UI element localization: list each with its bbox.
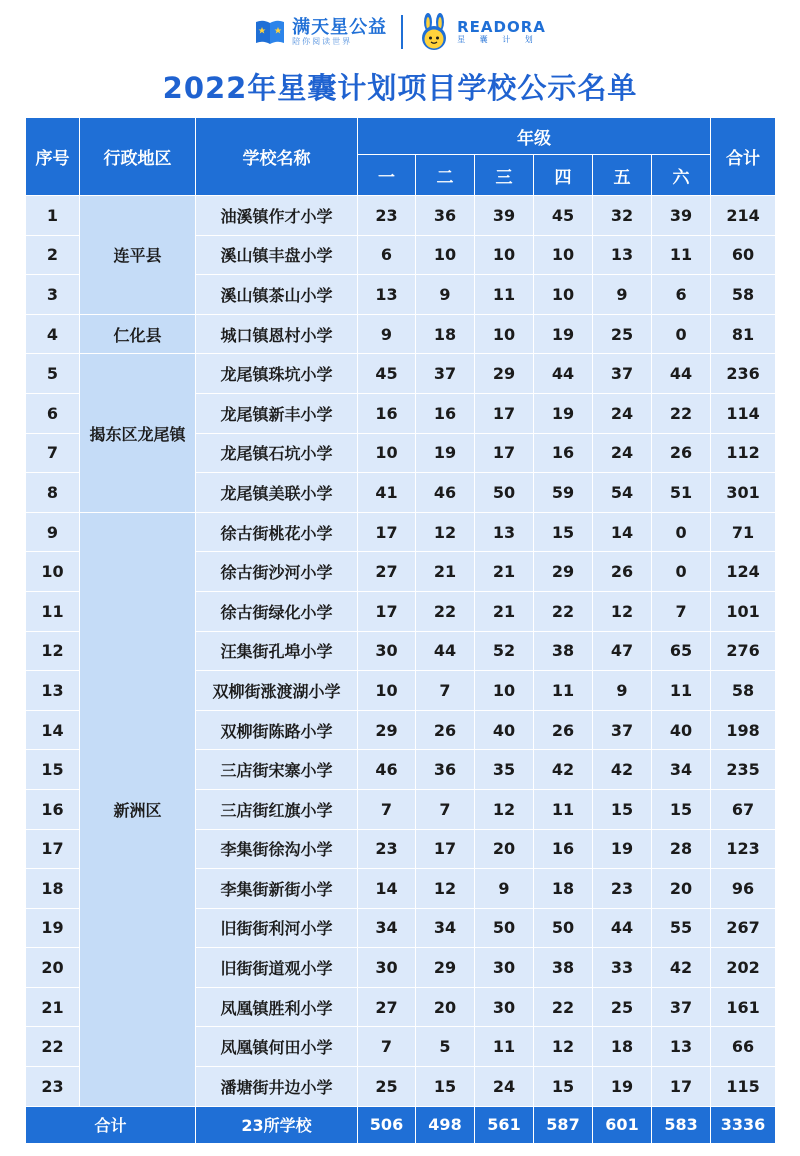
grade-2-count: 44 <box>416 631 475 671</box>
grade-5-count: 37 <box>593 710 652 750</box>
grade-1-count: 10 <box>358 433 416 473</box>
grade-5-count: 33 <box>593 948 652 988</box>
grade-5-count: 47 <box>593 631 652 671</box>
grade-3-count: 24 <box>475 1067 534 1107</box>
region-cell: 揭东区龙尾镇 <box>80 354 196 512</box>
grade-5-count: 19 <box>593 829 652 869</box>
school-name-text: 旧街街利河小学 <box>220 919 333 939</box>
grade-4-count: 22 <box>534 591 593 631</box>
school-name <box>196 235 358 275</box>
grade-6-count: 65 <box>652 631 711 671</box>
grade-2-count: 34 <box>416 908 475 948</box>
school-name <box>196 275 358 315</box>
grade-2-count: 12 <box>416 512 475 552</box>
grade-6-count: 39 <box>652 196 711 236</box>
grade-5-count: 32 <box>593 196 652 236</box>
school-name-text: 龙尾镇新丰小学 <box>220 404 333 424</box>
grade-4-count: 16 <box>534 433 593 473</box>
grade-2-count: 29 <box>416 948 475 988</box>
school-name-text: 双柳街涨渡湖小学 <box>212 681 341 701</box>
grade-1-count: 9 <box>358 314 416 354</box>
grade-3-count: 52 <box>475 631 534 671</box>
school-name <box>196 1027 358 1067</box>
school-name <box>196 710 358 750</box>
grade-4-count: 16 <box>534 829 593 869</box>
row-total: 114 <box>711 393 776 433</box>
row-seq: 8 <box>26 473 80 513</box>
grade-6-count: 0 <box>652 512 711 552</box>
grade-6-count: 0 <box>652 314 711 354</box>
grade-3-count: 29 <box>475 354 534 394</box>
left-logo-name: 满天星公益 <box>292 16 388 38</box>
mantianxing-logo <box>254 18 387 47</box>
school-name-text: 凤凰镇胜利小学 <box>220 998 333 1018</box>
school-name <box>196 1067 358 1107</box>
grade-3-count: 9 <box>475 869 534 909</box>
rabbit-mascot-icon <box>417 13 451 51</box>
header-grade-1: 一 <box>358 155 416 196</box>
header-grade-6: 六 <box>652 155 711 196</box>
row-total: 101 <box>711 591 776 631</box>
grade-3-count: 10 <box>475 671 534 711</box>
grade-2-count: 16 <box>416 393 475 433</box>
page-title: 2022年星囊计划项目学校公示名单 <box>162 71 638 105</box>
school-name-text: 油溪镇作才小学 <box>220 206 333 226</box>
school-name <box>196 354 358 394</box>
grade-3-count: 10 <box>475 314 534 354</box>
grade-2-count: 17 <box>416 829 475 869</box>
row-total: 202 <box>711 948 776 988</box>
readora-logo <box>417 13 546 51</box>
grade-4-count: 45 <box>534 196 593 236</box>
grade-3-count: 30 <box>475 987 534 1027</box>
school-name-text: 三店街红旗小学 <box>220 800 333 820</box>
grade-2-count: 37 <box>416 354 475 394</box>
school-name-text: 潘塘街井边小学 <box>220 1077 333 1097</box>
grade-2-count: 20 <box>416 987 475 1027</box>
grade-1-count: 27 <box>358 552 416 592</box>
grade-5-count: 23 <box>593 869 652 909</box>
grade-1-count: 17 <box>358 591 416 631</box>
grade-6-count: 0 <box>652 552 711 592</box>
grade-2-count: 7 <box>416 671 475 711</box>
table-row <box>26 196 776 236</box>
grade-3-count: 20 <box>475 829 534 869</box>
grade-3-count: 39 <box>475 196 534 236</box>
footer-grade-2: 498 <box>416 1106 475 1143</box>
grade-3-count: 21 <box>475 591 534 631</box>
grade-1-count: 13 <box>358 275 416 315</box>
grade-5-count: 18 <box>593 1027 652 1067</box>
row-seq: 12 <box>26 631 80 671</box>
grade-5-count: 12 <box>593 591 652 631</box>
grade-4-count: 15 <box>534 512 593 552</box>
grade-1-count: 7 <box>358 789 416 829</box>
school-name <box>196 869 358 909</box>
row-seq: 7 <box>26 433 80 473</box>
row-seq: 3 <box>26 275 80 315</box>
region-cell: 新洲区 <box>80 512 196 1106</box>
footer-grand-total: 3336 <box>711 1106 776 1143</box>
school-name <box>196 552 358 592</box>
header-grade-2: 二 <box>416 155 475 196</box>
header-grade-group: 年级 <box>358 118 711 155</box>
header-grade-4: 四 <box>534 155 593 196</box>
grade-4-count: 38 <box>534 631 593 671</box>
grade-4-count: 19 <box>534 314 593 354</box>
row-seq: 14 <box>26 710 80 750</box>
grade-5-count: 25 <box>593 987 652 1027</box>
school-name <box>196 948 358 988</box>
grade-6-count: 55 <box>652 908 711 948</box>
grade-3-count: 17 <box>475 433 534 473</box>
table-row <box>26 314 776 354</box>
row-seq: 22 <box>26 1027 80 1067</box>
footer-grade-4: 587 <box>534 1106 593 1143</box>
grade-6-count: 11 <box>652 671 711 711</box>
grade-5-count: 19 <box>593 1067 652 1107</box>
grade-1-count: 6 <box>358 235 416 275</box>
school-name <box>196 750 358 790</box>
row-total: 112 <box>711 433 776 473</box>
row-seq: 21 <box>26 987 80 1027</box>
footer-grade-3: 561 <box>475 1106 534 1143</box>
footer-label: 合计 <box>26 1106 196 1143</box>
grade-6-count: 42 <box>652 948 711 988</box>
grade-4-count: 26 <box>534 710 593 750</box>
region-cell: 仁化县 <box>80 314 196 354</box>
grade-2-count: 22 <box>416 591 475 631</box>
row-total: 124 <box>711 552 776 592</box>
grade-6-count: 22 <box>652 393 711 433</box>
row-seq: 9 <box>26 512 80 552</box>
grade-2-count: 46 <box>416 473 475 513</box>
grade-6-count: 15 <box>652 789 711 829</box>
grade-2-count: 36 <box>416 196 475 236</box>
row-seq: 15 <box>26 750 80 790</box>
grade-1-count: 45 <box>358 354 416 394</box>
grade-4-count: 19 <box>534 393 593 433</box>
header-seq: 序号 <box>26 118 80 196</box>
grade-3-count: 40 <box>475 710 534 750</box>
row-total: 301 <box>711 473 776 513</box>
grade-1-count: 25 <box>358 1067 416 1107</box>
school-name <box>196 314 358 354</box>
grade-5-count: 9 <box>593 275 652 315</box>
grade-4-count: 18 <box>534 869 593 909</box>
school-name <box>196 631 358 671</box>
grade-5-count: 37 <box>593 354 652 394</box>
school-name <box>196 196 358 236</box>
header-logos <box>0 12 800 52</box>
school-name <box>196 433 358 473</box>
grade-1-count: 7 <box>358 1027 416 1067</box>
row-seq: 2 <box>26 235 80 275</box>
row-total: 276 <box>711 631 776 671</box>
row-seq: 19 <box>26 908 80 948</box>
grade-6-count: 37 <box>652 987 711 1027</box>
school-name-text: 旧街街道观小学 <box>220 959 333 979</box>
footer-school-count: 23所学校 <box>196 1106 358 1143</box>
grade-2-count: 18 <box>416 314 475 354</box>
row-seq: 17 <box>26 829 80 869</box>
grade-2-count: 9 <box>416 275 475 315</box>
logo-divider <box>401 15 403 49</box>
grade-3-count: 10 <box>475 235 534 275</box>
grade-6-count: 11 <box>652 235 711 275</box>
row-total: 235 <box>711 750 776 790</box>
school-name-text: 溪山镇丰盘小学 <box>220 246 333 266</box>
row-total: 71 <box>711 512 776 552</box>
row-seq: 6 <box>26 393 80 433</box>
row-seq: 1 <box>26 196 80 236</box>
row-seq: 10 <box>26 552 80 592</box>
grade-6-count: 34 <box>652 750 711 790</box>
grade-1-count: 14 <box>358 869 416 909</box>
school-name-text: 汪集街孔埠小学 <box>220 642 333 662</box>
row-total: 58 <box>711 275 776 315</box>
grade-3-count: 30 <box>475 948 534 988</box>
row-total: 60 <box>711 235 776 275</box>
grade-6-count: 40 <box>652 710 711 750</box>
grade-6-count: 28 <box>652 829 711 869</box>
row-seq: 16 <box>26 789 80 829</box>
grade-2-count: 36 <box>416 750 475 790</box>
grade-2-count: 7 <box>416 789 475 829</box>
grade-4-count: 22 <box>534 987 593 1027</box>
grade-2-count: 10 <box>416 235 475 275</box>
row-total: 214 <box>711 196 776 236</box>
grade-4-count: 10 <box>534 275 593 315</box>
grade-2-count: 26 <box>416 710 475 750</box>
row-total: 236 <box>711 354 776 394</box>
row-seq: 4 <box>26 314 80 354</box>
school-name-text: 龙尾镇珠坑小学 <box>220 365 333 385</box>
school-name <box>196 908 358 948</box>
grade-2-count: 19 <box>416 433 475 473</box>
grade-5-count: 25 <box>593 314 652 354</box>
grade-3-count: 17 <box>475 393 534 433</box>
header-grade-3: 三 <box>475 155 534 196</box>
table-row <box>26 354 776 394</box>
row-total: 58 <box>711 671 776 711</box>
grade-3-count: 50 <box>475 908 534 948</box>
grade-5-count: 54 <box>593 473 652 513</box>
row-total: 96 <box>711 869 776 909</box>
grade-6-count: 20 <box>652 869 711 909</box>
grade-3-count: 50 <box>475 473 534 513</box>
row-seq: 20 <box>26 948 80 988</box>
grade-5-count: 24 <box>593 433 652 473</box>
grade-3-count: 11 <box>475 1027 534 1067</box>
grade-4-count: 15 <box>534 1067 593 1107</box>
grade-6-count: 7 <box>652 591 711 631</box>
header-school: 学校名称 <box>196 118 358 196</box>
grade-4-count: 11 <box>534 671 593 711</box>
grade-4-count: 59 <box>534 473 593 513</box>
row-total: 267 <box>711 908 776 948</box>
grade-5-count: 15 <box>593 789 652 829</box>
right-logo-subtitle: 星 囊 计 划 <box>457 34 539 44</box>
school-name <box>196 671 358 711</box>
row-total: 115 <box>711 1067 776 1107</box>
school-name-text: 凤凰镇何田小学 <box>220 1038 333 1058</box>
grade-4-count: 50 <box>534 908 593 948</box>
open-book-icon <box>254 18 286 46</box>
row-total: 66 <box>711 1027 776 1067</box>
school-name-text: 龙尾镇石坑小学 <box>220 444 333 464</box>
grade-5-count: 14 <box>593 512 652 552</box>
school-name <box>196 393 358 433</box>
grade-2-count: 12 <box>416 869 475 909</box>
grade-4-count: 29 <box>534 552 593 592</box>
table-row <box>26 512 776 552</box>
footer-grade-6: 583 <box>652 1106 711 1143</box>
grade-6-count: 6 <box>652 275 711 315</box>
grade-1-count: 23 <box>358 196 416 236</box>
school-name <box>196 987 358 1027</box>
grade-4-count: 44 <box>534 354 593 394</box>
row-seq: 11 <box>26 591 80 631</box>
row-total: 161 <box>711 987 776 1027</box>
grade-3-count: 12 <box>475 789 534 829</box>
right-logo-name: READORA <box>457 18 546 37</box>
grade-4-count: 38 <box>534 948 593 988</box>
grade-1-count: 30 <box>358 631 416 671</box>
grade-6-count: 17 <box>652 1067 711 1107</box>
grade-1-count: 34 <box>358 908 416 948</box>
grade-6-count: 51 <box>652 473 711 513</box>
grade-6-count: 13 <box>652 1027 711 1067</box>
school-name-text: 溪山镇茶山小学 <box>220 285 333 305</box>
grade-5-count: 24 <box>593 393 652 433</box>
school-name <box>196 512 358 552</box>
grade-3-count: 13 <box>475 512 534 552</box>
school-name <box>196 473 358 513</box>
row-total: 81 <box>711 314 776 354</box>
grade-2-count: 15 <box>416 1067 475 1107</box>
school-name-text: 城口镇恩村小学 <box>220 325 333 345</box>
total-row <box>26 1106 776 1143</box>
grade-1-count: 23 <box>358 829 416 869</box>
grade-5-count: 42 <box>593 750 652 790</box>
region-cell: 连平县 <box>80 196 196 315</box>
grade-2-count: 5 <box>416 1027 475 1067</box>
grade-3-count: 35 <box>475 750 534 790</box>
grade-1-count: 10 <box>358 671 416 711</box>
grade-5-count: 44 <box>593 908 652 948</box>
school-name <box>196 591 358 631</box>
footer-grade-1: 506 <box>358 1106 416 1143</box>
grade-1-count: 30 <box>358 948 416 988</box>
grade-4-count: 42 <box>534 750 593 790</box>
school-name <box>196 829 358 869</box>
grade-1-count: 29 <box>358 710 416 750</box>
left-logo-slogan: 陪你阅读世界 <box>292 36 353 46</box>
grade-1-count: 41 <box>358 473 416 513</box>
school-name-text: 徐古街沙河小学 <box>220 563 333 583</box>
row-total: 123 <box>711 829 776 869</box>
header-region: 行政地区 <box>80 118 196 196</box>
school-name-text: 徐古街绿化小学 <box>220 602 333 622</box>
school-name-text: 李集街新街小学 <box>220 879 333 899</box>
header-total: 合计 <box>711 118 776 196</box>
school-name-text: 双柳街陈路小学 <box>220 721 333 741</box>
row-seq: 23 <box>26 1067 80 1107</box>
school-name <box>196 789 358 829</box>
school-name-text: 李集街徐沟小学 <box>220 840 333 860</box>
grade-6-count: 26 <box>652 433 711 473</box>
row-total: 198 <box>711 710 776 750</box>
row-seq: 5 <box>26 354 80 394</box>
grade-3-count: 21 <box>475 552 534 592</box>
header-grade-5: 五 <box>593 155 652 196</box>
row-seq: 18 <box>26 869 80 909</box>
school-roster-table <box>25 117 776 1144</box>
grade-3-count: 11 <box>475 275 534 315</box>
grade-4-count: 10 <box>534 235 593 275</box>
school-name-text: 龙尾镇美联小学 <box>220 483 333 503</box>
grade-1-count: 16 <box>358 393 416 433</box>
grade-5-count: 26 <box>593 552 652 592</box>
grade-4-count: 12 <box>534 1027 593 1067</box>
row-seq: 13 <box>26 671 80 711</box>
grade-4-count: 11 <box>534 789 593 829</box>
school-name-text: 徐古街桃花小学 <box>220 523 333 543</box>
school-name-text: 三店街宋寨小学 <box>220 761 333 781</box>
grade-1-count: 46 <box>358 750 416 790</box>
grade-5-count: 13 <box>593 235 652 275</box>
row-total: 67 <box>711 789 776 829</box>
grade-5-count: 9 <box>593 671 652 711</box>
grade-1-count: 27 <box>358 987 416 1027</box>
grade-1-count: 17 <box>358 512 416 552</box>
grade-2-count: 21 <box>416 552 475 592</box>
footer-grade-5: 601 <box>593 1106 652 1143</box>
grade-6-count: 44 <box>652 354 711 394</box>
